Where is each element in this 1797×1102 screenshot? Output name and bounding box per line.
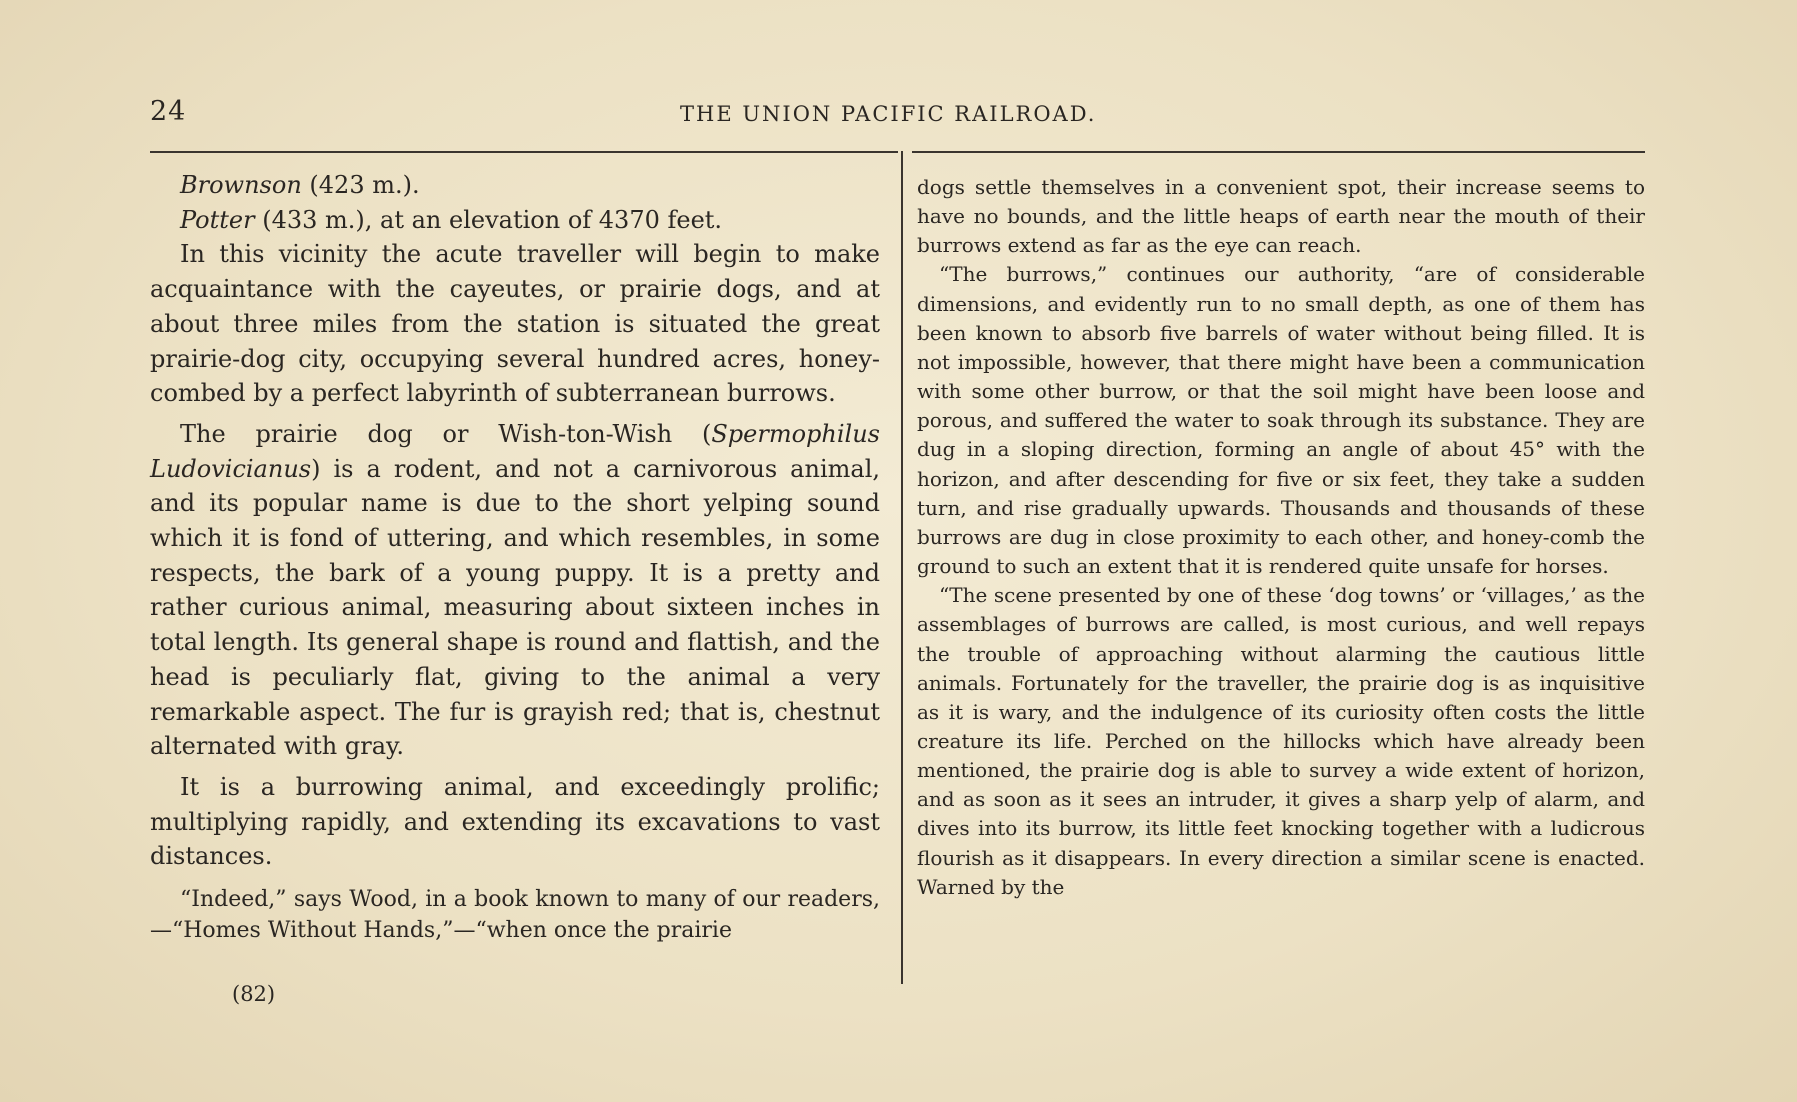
left-column bbox=[150, 168, 880, 946]
station-detail: (423 m.). bbox=[301, 171, 420, 199]
station-detail: (433 m.), at an elevation of 4370 feet. bbox=[254, 205, 723, 234]
page-number: 24 bbox=[150, 96, 187, 127]
paragraph: “The scene presented by one of these ‘dog towns’ or ‘villages,’ as the assemblages of burrows are called, is most curious, and well repays the trouble of approaching without alarming the cautious little animals. Fortunately for the traveller, the prairie dog is as inquisitive as it is wary, and the indulgence of its curiosity often costs the little creature its life. Perched on the hillocks which have already been mentioned, the prairie dog is able to survey a wide extent of horizon, and as soon as it sees an intruder, it gives a sharp yelp of alarm, and dives into its burrow, its little feet knocking together with a ludicrous flourish as it disappears. In every direction a similar scene is enacted. Warned by the bbox=[917, 583, 1645, 899]
paragraph bbox=[150, 417, 880, 764]
paragraph-text: ) is a rodent, and not a carnivorous animal, and its popular name is due to the short yelping sound which it is fond of uttering, and which resembles, in some respects, the bark of a young puppy. It is a pretty and rather curious animal, measuring about sixteen inches in total length. Its general shape is round and flattish, and the head is peculiarly flat, giving to the animal a very remarkable aspect. The fur is grayish red; that is, chestnut alternated with gray. bbox=[150, 454, 880, 761]
column-divider bbox=[901, 151, 903, 984]
paragraph: In this vicinity the acute traveller will begin to make acquaintance with the cayeutes, or prairie dogs, and at about three miles from the station is situated the great prairie-dog city, occupying several hundred acres, honey-combed by a perfect labyrinth of subterranean burrows. bbox=[150, 240, 880, 408]
page-header bbox=[150, 96, 1645, 136]
station-name: Potter bbox=[180, 205, 255, 234]
paragraph: It is a burrowing animal, and exceedingly prolific; multiplying rapidly, and extending its excavations to vast distances. bbox=[150, 772, 880, 871]
station-name: Brownson bbox=[180, 171, 302, 199]
running-title: THE UNION PACIFIC RAILROAD. bbox=[680, 102, 1097, 126]
paragraph: “The burrows,” continues our authority, “are of considerable dimensions, and evidently run to no small depth, as one of them has been known to absorb five barrels of water without being filled. It is not impossible, however, that there might have been a communication with some other burrow, or that the soil might have been loose and porous, and suffered the water to soak through its substance. They are dug in a sloping direction, forming an angle of about 45° with the horizon, and after descending for five or six feet, they take a sudden turn, and rise gradually upwards. Thousands and thousands of these burrows are dug in close proximity to each other, and honey-comb the ground to such an extent that it is rendered quite unsafe for horses. bbox=[917, 262, 1645, 579]
signature-mark: (82) bbox=[232, 982, 276, 1006]
scientific-name: Spermophilus Ludovicianus bbox=[150, 419, 880, 483]
right-column bbox=[917, 173, 1645, 902]
paragraph: dogs settle themselves in a convenient spot, their increase seems to have no bounds, and the little heaps of earth near the mouth of their burrows extend as far as the eye can reach. bbox=[917, 175, 1645, 258]
station-entry-brownson bbox=[150, 168, 880, 203]
header-rule-right bbox=[912, 151, 1645, 153]
paragraph-text: The prairie dog or Wish-ton-Wish ( bbox=[180, 419, 712, 448]
station-entry-potter bbox=[150, 203, 880, 238]
header-rule-left bbox=[150, 151, 898, 153]
paragraph: “Indeed,” says Wood, in a book known to many of our readers,—“Homes Without Hands,”—“when once the prairie bbox=[150, 887, 880, 944]
